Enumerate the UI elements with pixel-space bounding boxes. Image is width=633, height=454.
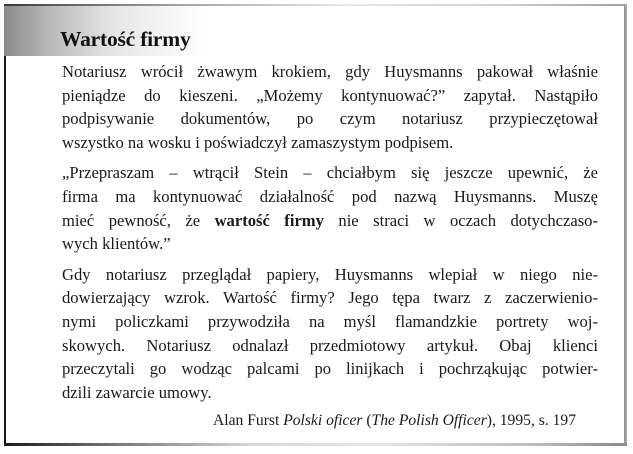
author-name: Alan Furst [213, 412, 284, 429]
book-title-polish: Polski oficer [283, 412, 363, 429]
text-line: dowierzający wzrok. Wartość firmy? Jego tępa twarz z zaczerwienio- [62, 288, 598, 308]
right-border [624, 4, 627, 446]
text-line: firma ma kontynuować działalność pod nazwą Huysmanns. Muszę [62, 186, 598, 206]
text-line [62, 209, 598, 233]
text-line: wszystko na wosku i poświadczył zamaszystym podpisem. [62, 132, 454, 152]
book-title-english: The Polish Officer [371, 412, 487, 429]
paragraph-2 [62, 161, 598, 255]
text-segment: ( [362, 412, 372, 429]
text-line: Gdy notariusz przeglądał papiery, Huysmanns wlepiał w niego nie- [62, 264, 598, 284]
text-line: nymi policzkami przywodziła na myśl flamandzkie portrety woj- [62, 311, 598, 331]
paragraph-1 [62, 60, 598, 154]
bottom-border [4, 443, 627, 446]
text-line: „Przepraszam – wtrącił Stein – chciałbym się jeszcze upewnić, że [62, 163, 598, 183]
publication-info: ), 1995, s. 197 [486, 412, 576, 429]
text-line: dzili zawarcie umowy. [62, 382, 212, 402]
text-segment: mieć pewność, że [62, 210, 215, 230]
emphasized-term: wartość firmy [214, 210, 324, 230]
text-line: wych klientów.” [62, 234, 171, 254]
text-line: Notariusz wrócił żwawym krokiem, gdy Huysmanns pakował właśnie [62, 62, 598, 81]
text-line: przeczytali go wodząc palcami po linijkach i pochrząkując potwier- [62, 359, 598, 379]
source-attribution [213, 412, 576, 430]
text-segment: nie straci w oczach dotychczaso- [323, 210, 598, 230]
box-title: Wartość firmy [60, 27, 191, 51]
left-border [4, 56, 6, 445]
paragraph-3 [62, 263, 598, 405]
text-line: pieniądze do kieszeni. „Możemy kontynuować?” zapytał. Nastąpiło [62, 85, 598, 105]
text-line: skowych. Notariusz odnalazł przedmiotowy artykuł. Obaj klienci [62, 335, 598, 355]
quote-content [62, 60, 598, 411]
text-line: podpisywanie dokumentów, po czym notariusz przypieczętował [62, 109, 598, 129]
